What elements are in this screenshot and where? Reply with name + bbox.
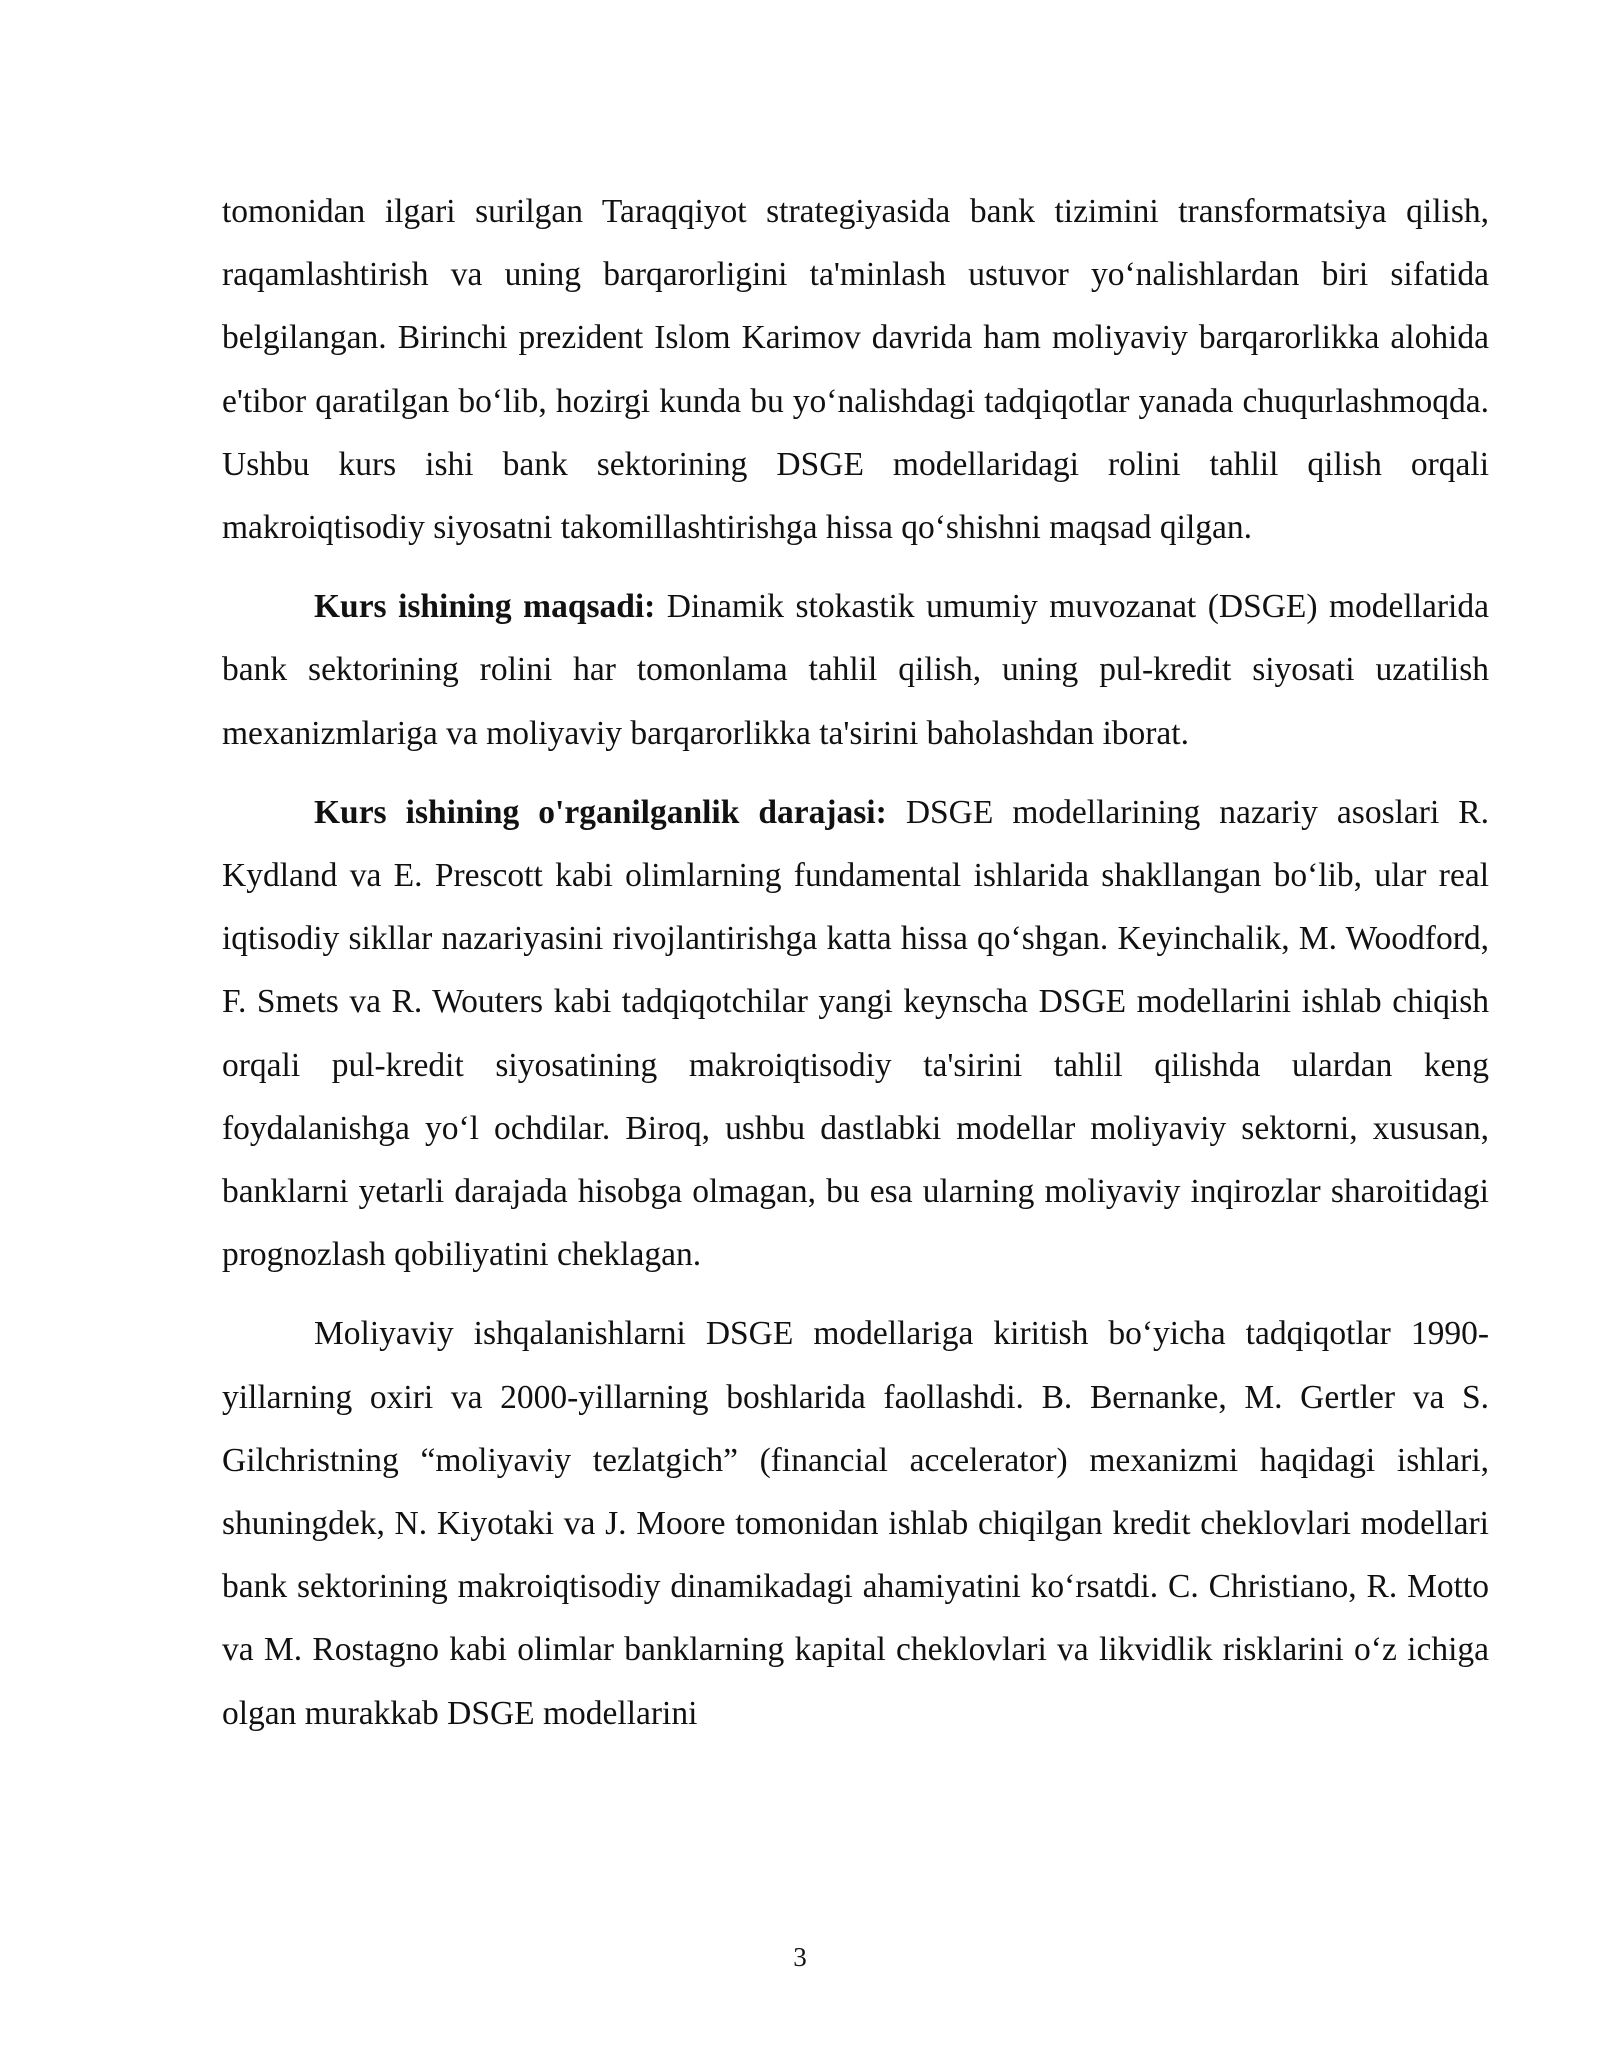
paragraph-text: tomonidan ilgari surilgan Taraqqiyot strategiyasida bank tizimini transformatsiya qilish, raqamlashtirish va uning barqarorligini ta'minlash ustuvor yo‘nalishlardan biri sifatida belgilangan. Birinchi prezident Islom Karimov davrida ham moliyaviy barqarorlikka alohida e'tibor qaratilgan bo‘lib, hozirgi kunda bu yo‘nalishdagi tadqiqotlar yanada chuqurlashmoqda. Ushbu kurs ishi bank sektorining DSGE modellaridagi rolini tahlil qilish orqali makroiqtisodiy siyosatni takomillashtirishga hissa qo‘shishni maqsad qilgan. [222,193,1489,547]
paragraph-course-goal [222,575,1489,765]
paragraph-financial-frictions [222,1302,1489,1744]
document-page [222,180,1489,1761]
paragraph-strategy-intro [222,180,1489,559]
paragraph-heading: Kurs ishining o'rganilganlik darajasi: [314,793,887,831]
paragraph-text: Moliyaviy ishqalanishlarni DSGE modellariga kiritish bo‘yicha tadqiqotlar 1990-yillarning oxiri va 2000-yillarning boshlarida faollashdi. B. Bernanke, M. Gertler va S. Gilchristning “moliyaviy tezlatgich” (financial accelerator) mexanizmi haqidagi ishlari, shuningdek, N. Kiyotaki va J. Moore tomonidan ishlab chiqilgan kredit cheklovlari modellari bank sektorining makroiqtisodiy dinamikadagi ahamiyatini ko‘rsatdi. C. Christiano, R. Motto va M. Rostagno kabi olimlar banklarning kapital cheklovlari va likvidlik risklarini o‘z ichiga olgan murakkab DSGE modellarini [222,1315,1489,1732]
paragraph-text: Dinamik stokastik umumiy muvozanat (DSGE) modellarida bank sektorining rolini har tomonlama tahlil qilish, uning pul-kredit siyosati uzatilish mexanizmlariga va moliyaviy barqarorlikka ta'sirini baholashdan iborat. [222,588,1489,752]
page-number: 3 [793,1942,807,1972]
paragraph-heading: Kurs ishining maqsadi: [314,588,656,626]
paragraph-text: DSGE modellarining nazariy asoslari R. Kydland va E. Prescott kabi olimlarning fundamental ishlarida shakllangan bo‘lib, ular real iqtisodiy sikllar nazariyasini rivojlantirishga katta hissa qo‘shgan. Keyinchalik, M. Woodford, F. Smets va R. Wouters kabi tadqiqotchilar yangi keynscha DSGE modellarini ishlab chiqish orqali pul-kredit siyosatining makroiqtisodiy ta'sirini tahlil qilishda ulardan keng foydalanishga yo‘l ochdilar. Biroq, ushbu dastlabki modellar moliyaviy sektorni, xususan, banklarni yetarli darajada hisobga olmagan, bu esa ularning moliyaviy inqirozlar sharoitidagi prognozlash qobiliyatini cheklagan. [222,793,1490,1274]
paragraph-study-level [222,781,1489,1287]
